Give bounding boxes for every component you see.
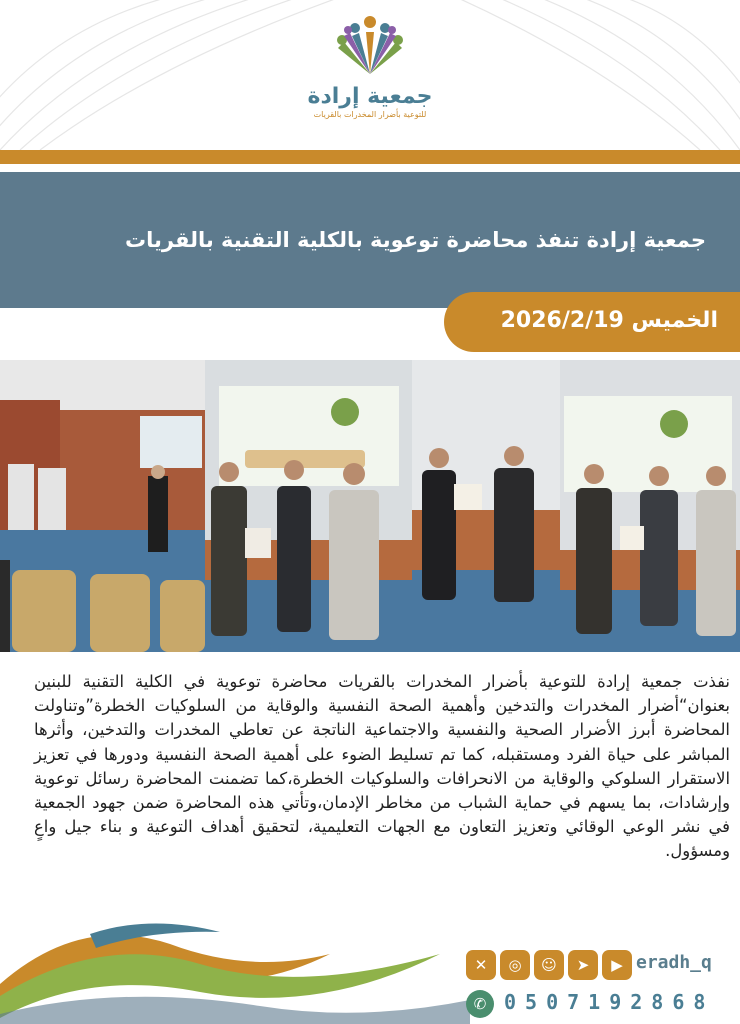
x-icon[interactable]: ✕ — [466, 950, 496, 980]
divider-gap — [0, 164, 740, 172]
social-links — [464, 950, 734, 982]
article-body: نفذت جمعية إرادة للتوعية بأضرار المخدرات بالقريات محاضرة توعوية في الكلية التقنية للبنين بعنوان“أضرار المخدرات والتدخين وأهمية الصحة النفسية والوقاية من السلوكيات الخطرة”وتناولت المحاضرة أبرز الأضرار الصحية والنفسية والاجتماعية الناتجة عن تعاطي المخدرات والتدخين، وأثرها المباشر على حياة الفرد ومستقبله، كما تم تسليط الضوء على أهمية الصحة النفسية ودورها في تعزيز الاستقرار السلوكي والوقاية من الانحرافات والسلوكيات الخطرة،كما تضمنت المحاضرة رسائل توعوية وإرشادات، بما يسهم في حماية الشباب من مخاطر الإدمان،وتأتي هذه المحاضرة ضمن جهود الجمعية في نشر الوعي الوقائي وتعزيز التعاون مع الجهات التعليمية، لتحقيق أهداف التوعية و بناء جيل واعٍ ومسؤول. — [34, 672, 730, 861]
page-title: جمعية إرادة تنفذ محاضرة توعوية بالكلية التقنية بالقريات — [125, 228, 706, 252]
whatsapp-icon[interactable]: ✆ — [466, 990, 494, 1018]
award-photo-1 — [205, 360, 412, 652]
event-date: الخميس 2026/2/19 — [500, 308, 718, 333]
people-circle-logo-icon — [330, 14, 410, 80]
contact-phone — [464, 990, 734, 1020]
youtube-icon[interactable]: ▶ — [602, 950, 632, 980]
photo-strip — [0, 360, 740, 652]
award-photo-2 — [412, 360, 560, 652]
phone-number[interactable]: 0507192868 — [504, 990, 715, 1014]
footer-leaf-decoration — [0, 914, 470, 1024]
telegram-icon[interactable]: ➤ — [568, 950, 598, 980]
social-handle[interactable]: eradh_q — [636, 952, 712, 973]
snapchat-icon[interactable]: ☺ — [534, 950, 564, 980]
award-photo-3 — [560, 360, 740, 652]
instagram-icon[interactable]: ◎ — [500, 950, 530, 980]
lecture-hall-photo — [0, 360, 205, 652]
logo-name: جمعية إرادة — [307, 84, 433, 109]
logo-subtitle: للتوعية بأضرار المخدرات بالقريات — [313, 110, 427, 119]
gold-divider — [0, 150, 740, 164]
association-logo — [290, 14, 450, 134]
